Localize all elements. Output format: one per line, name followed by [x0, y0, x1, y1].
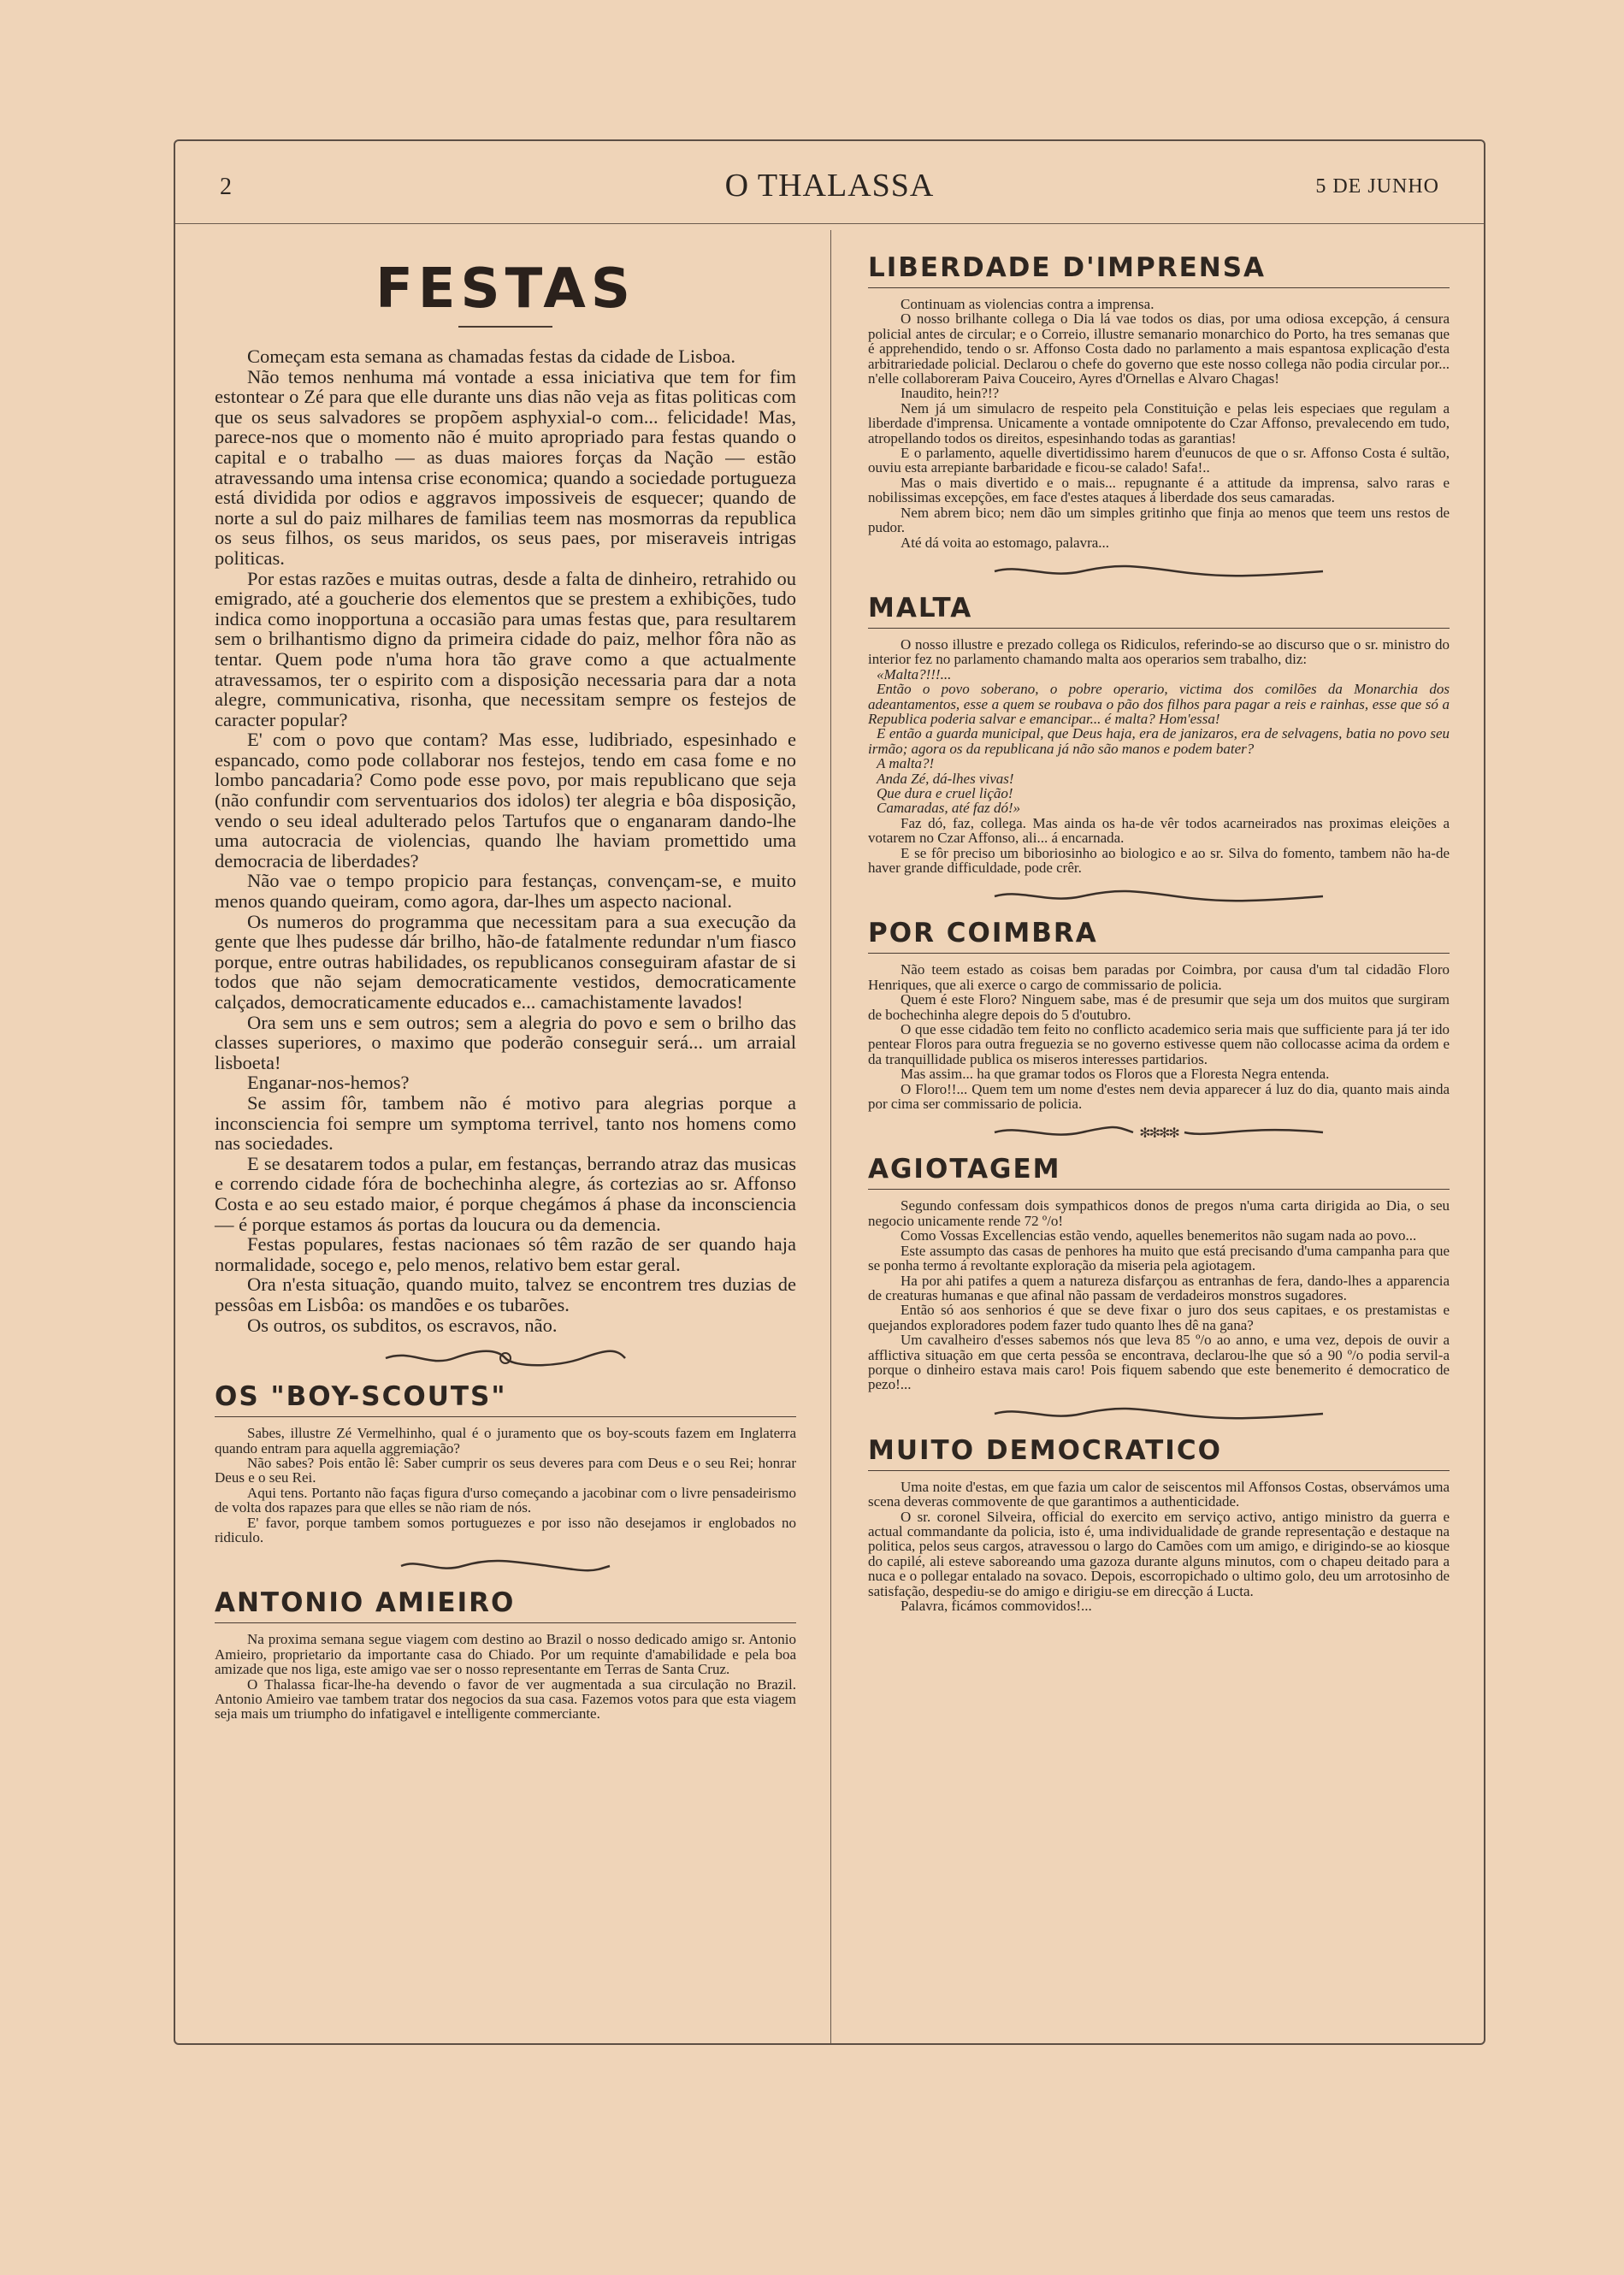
- ornament-divider: [868, 562, 1450, 581]
- article-paragraph: Na proxima semana segue viagem com destino ao Brazil o nosso dedicado amigo sr. Antonio Amieiro, proprietario da importante casa do Chiado. Por um requinte d'amabilidade e pela boa amizade que nos liga, este amigo vae ser o nosso representante em Terras de Santa Cruz.: [215, 1631, 796, 1678]
- article-paragraph: O Thalassa ficar-lhe-ha devendo o favor de ver augmentada a sua circulação no Brazil. Antonio Amieiro vae tambem tratar dos negocios da sua casa. Fazemos votos para que esta viagem seja mais um triumpho do infatigavel e intelligente commerciante.: [215, 1675, 796, 1722]
- ornament-divider: [868, 1404, 1450, 1423]
- ornament-divider: [868, 887, 1450, 906]
- article-paragraph: O que esse cidadão tem feito no conflicto academico seria mais que sufficiente para já ter ido pentear Floros para outra freguezia se no governo estivesse quem não collocasse acima da ordem e da tranquillidade publica os miseros interesses partidarios.: [868, 1021, 1450, 1067]
- article-paragraph: Quem é este Floro? Ninguem sabe, mas é de presumir que seja um dos muitos que surgiram de bochechinha alegre depois do 5 d'outubro.: [868, 991, 1450, 1023]
- article-paragraph: Segundo confessam dois sympathicos donos de pregos n'uma carta dirigida ao Dia, o seu negocio unicamente rende 72 º/o!: [868, 1197, 1450, 1229]
- section-heading: MUITO DEMOCRATICO: [868, 1434, 1222, 1466]
- article-paragraph: Mas assim... ha que gramar todos os Floros que a Floresta Negra entenda.: [901, 1066, 1330, 1083]
- quote-line: A malta?!: [877, 755, 935, 772]
- article-paragraph: Enganar-nos-hemos?: [247, 1072, 410, 1094]
- article-paragraph: E se desatarem todos a pular, em festanças, berrando atraz das musicas e correndo cidade fóra de bochechinha alegre, ás cortezias ao sr. Affonso Costa e ao seu estado maior, é porque chegámos á phase da inconsciencia — é porque estamos ás portas da loucura ou da demencia.: [215, 1152, 796, 1235]
- article-paragraph: Nem abrem bico; nem dão um simples gritinho que finja ao menos que teem uns restos de pudor.: [868, 504, 1450, 536]
- section-heading: LIBERDADE D'IMPRENSA: [868, 252, 1267, 283]
- article-paragraph: Inaudito, hein?!?: [901, 385, 1000, 402]
- section-heading: OS "BOY-SCOUTS": [215, 1381, 507, 1413]
- article-paragraph: E' com o povo que contam? Mas esse, ludibriado, espesinhado e espancado, como pode collaborar nos festejos, tendo em casa fome e no lombo pancadaria? Como pode esse povo, por mais republicano que seja (não confundir com serventuarios dos idolos) ter alegria e bôa disposição, vendo o seu ideal adulterado pelos Tartufos que o enganaram dando-lhe uma autocracia de violencias, quando lhe haviam promettido uma democracia de liberdades?: [215, 729, 796, 872]
- article-paragraph: Até dá voita ao estomago, palavra...: [901, 534, 1110, 551]
- article-paragraph: Então só aos senhorios é que se deve fixar o juro dos seus capitaes, e os prestamistas e quejandos exploradores podem fazer tudo quanto lhes dê na gana?: [868, 1302, 1450, 1333]
- ornament-divider: [868, 1123, 1450, 1142]
- article-paragraph: Continuam as violencias contra a imprensa.: [901, 296, 1155, 312]
- article-paragraph: E' favor, porque tambem somos portuguezes e por isso não desejamos ir englobados no ridiculo.: [215, 1514, 796, 1545]
- quote-line: E então a guarda municipal, que Deus haja, era de janizaros, era de selvagens, batia no povo seu irmão; agora os da republicana já não são manos e podem bater?: [868, 725, 1450, 757]
- article-paragraph: Não sabes? Pois então lê: Saber cumprir os seus deveres para com Deus e o seu Rei; honrar Deus e o seu Rei.: [215, 1454, 796, 1486]
- article-paragraph: Festas populares, festas nacionaes só têm razão de ser quando haja normalidade, socego e, pelo menos, relativo bem estar geral.: [215, 1233, 796, 1275]
- quote-line: Então o povo soberano, o pobre operario, victima dos comilões da Monarchia dos adeantamentos, esse a quem se roubava o pão dos filhos para pagar a reis e rainhas, esse que só a Republica poderia salvar e emancipar... é malta? Hom'essa!: [868, 681, 1450, 727]
- democratico-article: [868, 1435, 1450, 1614]
- article-paragraph: Ha por ahi patifes a quem a natureza disfarçou as entranhas de fera, dando-lhes a apparencia de creaturas humanas e que afinal não passam de verdadeiros monstros sugadores.: [868, 1272, 1450, 1303]
- column-divider: [830, 230, 831, 2043]
- article-paragraph: O nosso brilhante collega o Dia lá vae todos os dias, por uma odiosa excepção, á censura policial antes de circular; e o Correio, illustre semanario monarchico do Porto, ha tres semanas que é apprehendido, tendo o sr. Affonso Costa dado no parlamento a mais espantosa explicação d'esta arbitrariedade policial. Declarou o chefe do governo que este nosso collega não podia circular por... n'elle collaboreram Paiva Couceiro, Ayres d'Ornellas e Alvaro Chagas!: [868, 310, 1450, 387]
- section-heading: POR COIMBRA: [868, 918, 1098, 949]
- section-heading: ANTONIO AMIEIRO: [215, 1587, 516, 1619]
- article-paragraph: Por estas razões e muitas outras, desde a falta de dinheiro, retrahido ou emigrado, até a goucherie dos elementos que se prestem a exhibições, tudo indica como inopportuna a occasião para umas festas que, para resultarem sem o brilhantismo digno da primeira cidade do paiz, melhor fôra não as tentar. Quem pode n'uma hora tão grave como a que actualmente atravessamos, ter o espirito com a disposição necessaria para dar a nota alegre, communicativa, risonha, que necessitam sempre os festejos de caracter popular?: [215, 567, 796, 730]
- ornament-divider: [215, 1347, 796, 1369]
- festas-article: [215, 346, 796, 1335]
- newspaper-title: O THALASSA: [724, 168, 935, 204]
- page-header: [175, 141, 1484, 224]
- agiotagem-article: [868, 1154, 1450, 1392]
- article-paragraph: Se assim fôr, tambem não é motivo para alegrias porque a inconsciencia foi sempre um symptoma terrivel, tanto nos homens como nas sociedades.: [215, 1091, 796, 1155]
- article-paragraph: Começam esta semana as chamadas festas da cidade de Lisboa.: [247, 346, 736, 367]
- quote-line: Anda Zé, dá-lhes vivas!: [877, 770, 1014, 787]
- page-frame: [174, 139, 1485, 2045]
- svg-text:✻✻✻✻: ✻✻✻✻: [1139, 1125, 1178, 1142]
- malta-article: [868, 593, 1450, 876]
- section-rule: [215, 1622, 796, 1623]
- imprensa-article: [868, 252, 1450, 550]
- ornament-divider: [215, 1557, 796, 1575]
- article-paragraph: E o parlamento, aquelle divertidissimo harem d'eunucos de que o sr. Affonso Costa é sultão, ouviu esta arrepiante barbaridade e ficou-se calado! Safa!..: [868, 445, 1450, 476]
- section-rule: [868, 1189, 1450, 1190]
- right-column: [868, 235, 1450, 1613]
- section-rule: [868, 1470, 1450, 1471]
- article-paragraph: O nosso illustre e prezado collega os Ridiculos, referindo-se ao discurso que o sr. ministro do interior fez no parlamento chamando malta aos operarios sem trabalho, diz:: [868, 635, 1450, 668]
- article-paragraph: Um cavalheiro d'esses sabemos nós que leva 85 º/o ao anno, e uma vez, depois de ouvir a afflictiva situação em que certa pessôa se encontrava, declarou-lhe que só a 90 º/o podia servil-a porque o dinheiro estava mais caro! Pois fiquem sabendo que este benemerito é democratico de pezo!...: [868, 1332, 1450, 1393]
- article-paragraph: Não teem estado as coisas bem paradas por Coimbra, por causa d'um tal cidadão Floro Henriques, que ali exerce o cargo de commissario de policia.: [868, 961, 1450, 993]
- left-column: [215, 235, 796, 1722]
- article-paragraph: Ora n'esta situação, quando muito, talvez se encontrem tres duzias de pessôas em Lisbôa: os mandões e os tubarões.: [215, 1273, 796, 1315]
- article-paragraph: Sabes, illustre Zé Vermelhinho, qual é o juramento que os boy-scouts fazem em Inglaterra quando entram para aquella aggremiação?: [215, 1425, 796, 1457]
- section-rule: [868, 287, 1450, 288]
- page-number: 2: [220, 174, 232, 200]
- section-heading: AGIOTAGEM: [868, 1154, 1061, 1185]
- quoted-passage: [868, 667, 1450, 816]
- article-paragraph: O Floro!!... Quem tem um nome d'estes nem devia apparecer á luz do dia, quanto mais ainda por cima ser commissario de policia.: [868, 1080, 1450, 1113]
- article-paragraph: E se fôr preciso um biboriosinho ao biologico e ao sr. Silva do fomento, tambem não ha-de haver grande difficuldade, pode crêr.: [868, 844, 1450, 876]
- article-paragraph: Ora sem uns e sem outros; sem a alegria do povo e sem o brilho das classes superiores, o maximo que poderão conseguir será... um arraial lisboeta!: [215, 1011, 796, 1073]
- heading-rule: [458, 326, 552, 328]
- amieiro-article: [215, 1587, 796, 1721]
- article-paragraph: Como Vossas Excellencias estão vendo, aquelles benemeritos não sugam nada ao povo...: [901, 1227, 1417, 1244]
- quote-line: Camaradas, até faz dó!»: [877, 800, 1021, 817]
- article-paragraph: Mas o mais divertido e o mais... repugnante é a attitude da imprensa, salvo raras e nobilissimas excepções, em face d'estes ataques á liberdade dos seus camaradas.: [868, 474, 1450, 506]
- article-paragraph: Não temos nenhuma má vontade a essa iniciativa que tem for fim estontear o Zé para que elle durante uns dias não veja as fitas politicas com que os seus salvadores se propõem asphyxial-o com... felicidade! Mas, parece-nos que o momento não é muito apropriado para festas quando o capital e o trabalho — as duas maiores forças da Nação — estão atravessando uma intensa crise economica; quando a sociedade portugueza está dividida por odios e aggravos impossiveis de esquecer; quando de norte a sul do paiz milhares de familias teem nas mosmorras da republica os seus filhos, os seus maridos, os seus paes, por miseraveis intrigas politicas.: [215, 365, 796, 569]
- section-rule: [215, 1416, 796, 1417]
- quote-line: «Malta?!!!...: [877, 665, 952, 682]
- boy-scouts-article: [215, 1381, 796, 1545]
- article-paragraph: Uma noite d'estas, em que fazia um calor de seiscentos mil Affonsos Costas, observámos uma scena deveras commovente de que garantimos a authenticidade.: [868, 1478, 1450, 1510]
- article-paragraph: Os numeros do programma que necessitam para a sua execução da gente que lhes pudesse dár brilho, hão-de fatalmente redundar n'um fiasco porque, entre outras habilidades, os republicanos conseguiram afastar de si todos que não sejam democraticamente vestidos, democraticamente calçados, democraticamente educados e... camachistamente lavados!: [215, 910, 796, 1013]
- article-paragraph: O sr. coronel Silveira, official do exercito em serviço activo, antigo ministro da guerra e actual commandante da policia, isto é, uma individualidade de grande representação e destaque na politica, pelos seus cargos, atravessou o largo do Camões com um amigo, e dirigindo-se ao kiosque do capilé, ali esteve saboreando uma gazoza durante alguns minutos, com o chapeu deitado para a nuca e o pollegar entalado na sovaco. Depois, escorropichado o ultimo golo, deu um arrotosinho de satisfação, despediu-se do amigo e dirigiu-se em direcção á Lucta.: [868, 1508, 1450, 1599]
- section-rule: [868, 953, 1450, 954]
- article-paragraph: Faz dó, faz, collega. Mas ainda os ha-de vêr todos acarneirados nas proximas eleições a votarem no Czar Affonso, ali... á encarnada.: [868, 814, 1450, 847]
- section-rule: [868, 628, 1450, 629]
- section-heading: MALTA: [868, 592, 973, 623]
- quote-line: Que dura e cruel lição!: [877, 784, 1013, 801]
- issue-date: 5 DE JUNHO: [1315, 175, 1439, 198]
- article-paragraph: Não vae o tempo propicio para festanças, convençam-se, e muito menos quando queiram, como agora, dar-lhes um aspecto nacional.: [215, 870, 796, 913]
- article-paragraph: Este assumpto das casas de penhores ha muito que está precisando d'uma campanha para que se ponha termo á revoltante exploração da miseria pela agiotagem.: [868, 1242, 1450, 1274]
- article-paragraph: Os outros, os subditos, os escravos, não.: [247, 1314, 558, 1336]
- coimbra-article: [868, 918, 1450, 1111]
- article-paragraph: Nem já um simulacro de respeito pela Constituição e pelas leis especiaes que regulam a liberdade d'imprensa. Unicamente a vontade omnipotente do Czar Affonso, prevalecendo em tudo, atropellando todos os direitos, espesinhando todas as garantias!: [868, 399, 1450, 446]
- article-paragraph: Palavra, ficámos commovidos!...: [901, 1598, 1092, 1614]
- festas-heading: FESTAS: [375, 257, 635, 321]
- article-paragraph: Aqui tens. Portanto não faças figura d'urso começando a jacobinar com o livre pensadeirismo de volta dos rapazes para que elles se não riam de nós.: [215, 1484, 796, 1516]
